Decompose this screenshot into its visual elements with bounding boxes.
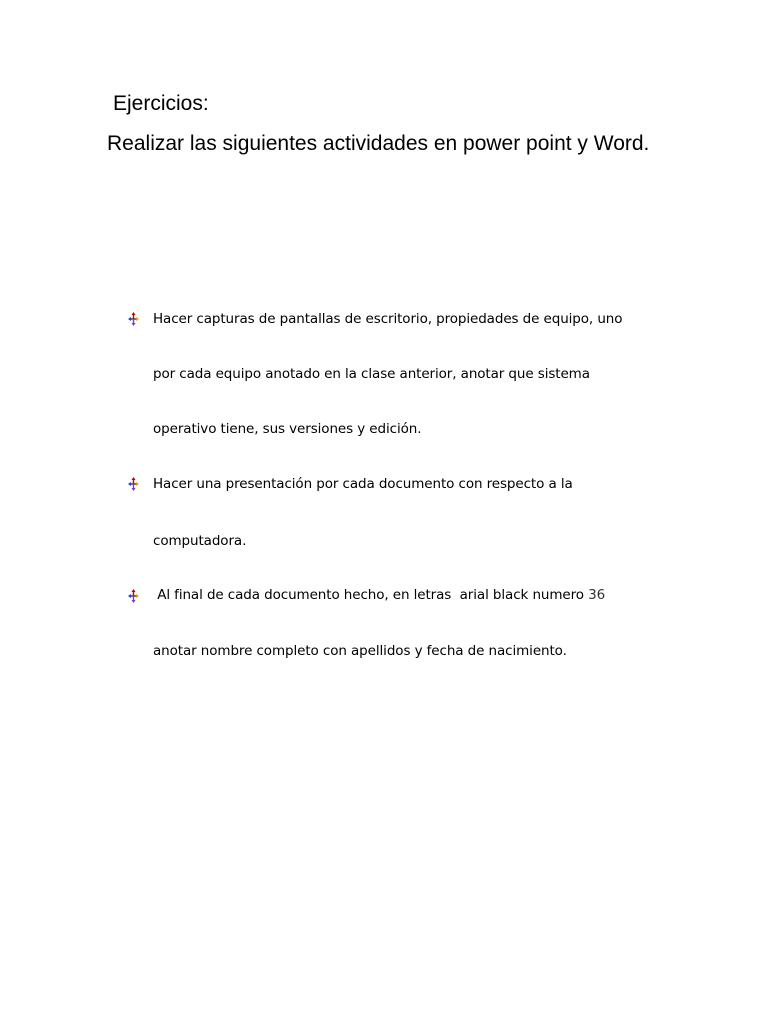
item-2-line-2: computadora. bbox=[153, 533, 247, 549]
item-3-line-2: anotar nombre completo con apellidos y fecha de nacimiento. bbox=[153, 643, 567, 659]
four-arrows-bullet-icon bbox=[128, 312, 139, 326]
item-3-line-1 bbox=[153, 585, 605, 605]
item-1-line-2: por cada equipo anotado en la clase anterior, anotar que sistema bbox=[153, 366, 590, 382]
four-arrows-bullet-icon bbox=[128, 477, 139, 491]
item-1-line-3: operativo tiene, sus versiones y edición. bbox=[153, 421, 422, 437]
item-1-line-1: Hacer capturas de pantallas de escritorio, propiedades de equipo, uno bbox=[153, 311, 623, 327]
item-2-line-1: Hacer una presentación por cada documento con respecto a la bbox=[153, 476, 573, 492]
intro-text: Realizar las siguientes actividades en power point y Word. bbox=[107, 132, 650, 155]
heading: Ejercicios: bbox=[113, 92, 209, 115]
font-size-number: 36 bbox=[588, 587, 606, 603]
four-arrows-bullet-icon bbox=[128, 589, 139, 603]
item-3-line-1-text: Al final de cada documento hecho, en letras arial black numero bbox=[153, 587, 589, 603]
